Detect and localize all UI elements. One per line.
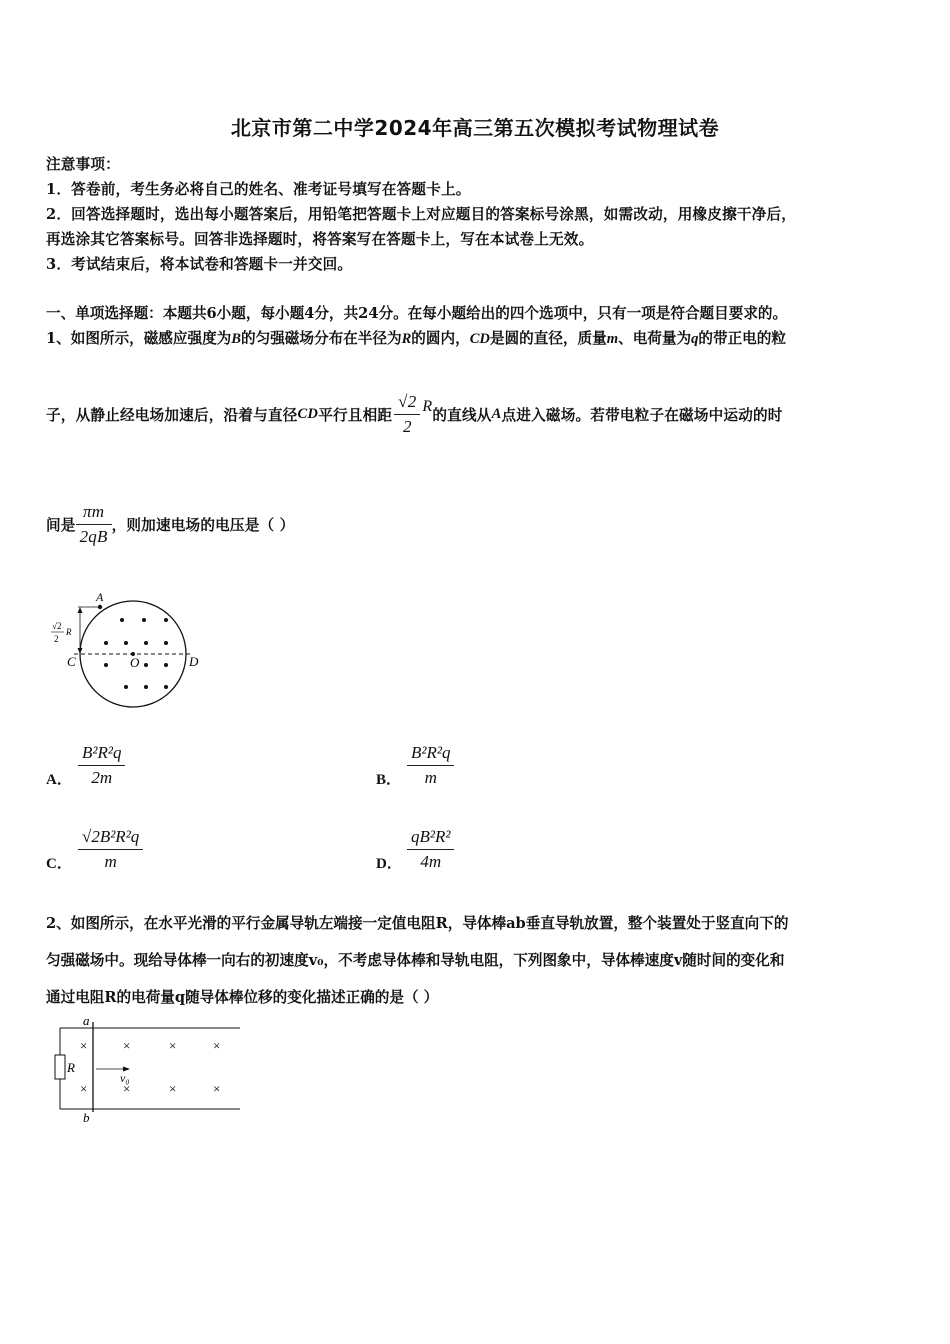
option-a-label[interactable]: A．: [46, 772, 72, 788]
svg-text:×: ×: [213, 1038, 221, 1053]
svg-text:×: ×: [123, 1081, 131, 1096]
section-heading: 一、单项选择题：本题共6小题，每小题4分，共24分。在每小题给出的四个选项中，只有一项是符合题目要求的。: [46, 305, 788, 322]
distance-fraction: $\frac{√2}{2}$: [394, 392, 420, 437]
option-c-formula[interactable]: $\frac{\text{√2B²R²q}}{m}$: [76, 827, 145, 872]
q1-stem-line1: 1、如图所示，磁感应强度为B的匀强磁场分布在半径为R的圆内，CD是圆的直径，质量m、电荷量为q的带正电的粒: [46, 330, 786, 347]
label-a: a: [83, 1013, 90, 1028]
option-c-label[interactable]: C．: [46, 856, 72, 872]
time-fraction: $\frac{\pi m}{2qB}$: [76, 502, 112, 547]
svg-text:×: ×: [80, 1081, 88, 1096]
notice-heading: 注意事项：: [46, 156, 120, 173]
q2-stem-line2: 匀强磁场中。现给导体棒一向右的初速度v₀，不考虑导体棒和导轨电阻，下列图象中，导体棒速度v随时间的变化和: [46, 952, 785, 969]
rail-circuit-figure: [46, 1012, 246, 1127]
option-d-formula[interactable]: $\frac{\text{qB²R²}}{4m}$: [405, 827, 456, 872]
label-o: O: [130, 655, 140, 670]
option-b-label[interactable]: B．: [376, 772, 402, 788]
option-b-formula[interactable]: $\frac{\text{B²R²q}}{m}$: [405, 743, 456, 788]
label-dist-num: √2: [52, 621, 62, 631]
notice-item: 再选涂其它答案标号。回答非选择题时，将答案写在答题卡上，写在本试卷上无效。: [46, 231, 594, 248]
q1-stem-line3: 间是 $\frac{\pi m}{2qB}$ ，则加速电场的电压是（ ）: [46, 502, 295, 546]
resistor-r: [55, 1055, 65, 1079]
label-c: C: [67, 654, 76, 669]
arrow-up-icon: [78, 607, 83, 613]
label-dist-den: 2: [54, 634, 59, 644]
magnetic-field-circle-figure: [44, 584, 214, 714]
svg-text:×: ×: [169, 1038, 177, 1053]
point-a: [98, 605, 102, 609]
q1-stem-line2: 子，从静止经电场加速后，沿着与直径CD平行且相距 $\frac{√2}{2}$ R的直线从A点进入磁场。若带电粒子在磁场中运动的时: [46, 392, 783, 436]
svg-text:×: ×: [80, 1038, 88, 1053]
notice-item: 3．考试结束后，将本试卷和答题卡一并交回。: [46, 256, 353, 273]
q2-stem-line3: 通过电阻R的电荷量q随导体棒位移的变化描述正确的是（ ）: [46, 989, 439, 1006]
label-dist-r: R: [66, 627, 72, 637]
arrow-down-icon: [78, 648, 83, 654]
field-crosses: [80, 1038, 220, 1096]
notice-item: 1．答卷前，考生务必将自己的姓名、准考证号填写在答题卡上。: [46, 181, 471, 198]
label-b: b: [83, 1110, 90, 1125]
svg-text:×: ×: [213, 1081, 221, 1096]
option-a-formula[interactable]: $\frac{\text{B²R²q}}{2m}$: [76, 743, 127, 788]
label-d: D: [189, 654, 199, 669]
label-r: R: [67, 1060, 75, 1075]
q2-stem-line1: 2、如图所示，在水平光滑的平行金属导轨左端接一定值电阻R，导体棒ab垂直导轨放置，整个装置处于竖直向下的: [46, 915, 789, 932]
label-a: A: [96, 590, 104, 604]
label-v0: v₀: [120, 1071, 130, 1085]
notice-item: 2．回答选择题时，选出每小题答案后，用铅笔把答题卡上对应题目的答案标号涂黑，如需改动，用橡皮擦干净后，: [46, 206, 797, 223]
option-d-label[interactable]: D．: [376, 856, 402, 872]
page-title: 北京市第二中学2024年高三第五次模拟考试物理试卷: [230, 116, 720, 140]
svg-text:×: ×: [123, 1038, 131, 1053]
svg-text:×: ×: [169, 1081, 177, 1096]
